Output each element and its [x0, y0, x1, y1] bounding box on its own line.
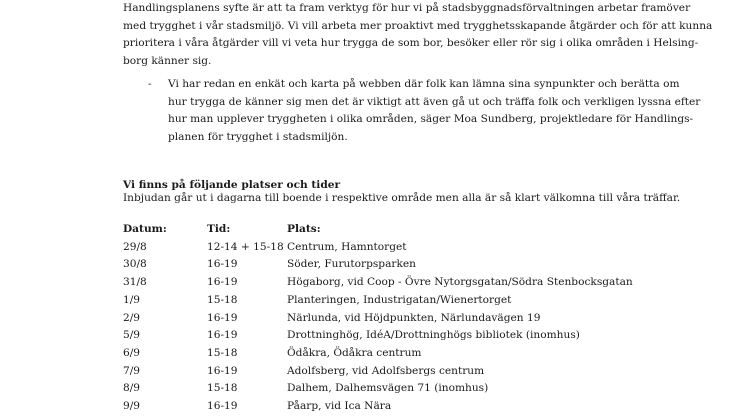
cell-place: Planteringen, Industrigatan/Wienertorget: [287, 293, 512, 306]
table-row: [123, 327, 647, 345]
cell-time: 16-19: [207, 364, 238, 377]
cell-time: 16-19: [207, 329, 238, 342]
quote-line: hur man upplever tryggheten i olika områden, säger Moa Sundberg, projektledare för Handlings-: [168, 113, 694, 126]
schedule-subheading: Inbjudan går ut i dagarna till boende i respektive område men alla är så klart välkomna till våra träffar.: [123, 192, 681, 204]
table-row: [123, 256, 647, 274]
cell-place: Drottninghög, IdéA/Drottninghögs bibliotek (inomhus): [287, 329, 580, 342]
table-row: [123, 398, 647, 416]
table-row: [123, 380, 647, 398]
cell-date: 31/8: [123, 276, 147, 289]
cell-place: Centrum, Hamntorget: [287, 240, 407, 253]
cell-date: 6/9: [123, 346, 141, 359]
cell-time: 15-18: [207, 382, 238, 395]
quote-paragraph: [168, 76, 701, 146]
cell-place: Adolfsberg, vid Adolfsbergs centrum: [287, 364, 485, 377]
cell-time: 16-19: [207, 276, 238, 289]
cell-date: 1/9: [123, 293, 141, 306]
cell-time: 15-18: [207, 293, 238, 306]
cell-date: 2/9: [123, 311, 141, 324]
table-row: [123, 239, 647, 257]
schedule-table: [123, 221, 647, 416]
schedule-header-row: [123, 221, 647, 239]
column-header-place: Plats:: [287, 223, 321, 235]
cell-place: Ödåkra, Ödåkra centrum: [287, 346, 422, 359]
cell-time: 15-18: [207, 346, 238, 359]
cell-place: Dalhem, Dalhemsvägen 71 (inomhus): [287, 382, 489, 395]
cell-date: 5/9: [123, 329, 141, 342]
column-header-date: Datum:: [123, 223, 167, 235]
intro-line: Handlingsplanens syfte är att ta fram verktyg för hur vi på stadsbyggnadsförvaltningen arbetar framöver: [123, 2, 691, 14]
cell-time: 16-19: [207, 311, 238, 324]
cell-date: 29/8: [123, 240, 147, 253]
intro-line: med trygghet i vår stadsmiljö. Vi vill arbeta mer proaktivt med trygghetsskapande åtgärder och för att kunna: [123, 19, 713, 32]
quote-bullet-dash: -: [148, 78, 152, 90]
table-row: [123, 292, 647, 310]
table-row: [123, 363, 647, 381]
schedule-heading: Vi finns på följande platser och tider: [123, 179, 341, 191]
cell-date: 7/9: [123, 364, 141, 377]
cell-date: 8/9: [123, 382, 141, 395]
cell-date: 9/9: [123, 400, 141, 413]
cell-place: Söder, Furutorpsparken: [287, 258, 416, 271]
cell-place: Närlunda, vid Höjdpunkten, Närlundavägen 19: [287, 311, 541, 324]
quote-line: hur trygga de känner sig men det är viktigt att även gå ut och träffa folk och verkligen lyssna efter: [168, 95, 701, 108]
table-row: [123, 310, 647, 328]
cell-time: 12-14 + 15-18: [207, 240, 284, 253]
table-row: [123, 274, 647, 292]
intro-line: prioritera i våra åtgärder vill vi veta hur trygga de som bor, besöker eller rör sig i olika områden i Helsing-: [123, 37, 699, 50]
cell-time: 16-19: [207, 258, 238, 271]
cell-place: Högaborg, vid Coop - Övre Nytorgsgatan/Södra Stenbocksgatan: [287, 276, 633, 289]
cell-place: Påarp, vid Ica Nära: [287, 400, 392, 413]
cell-date: 30/8: [123, 258, 147, 271]
intro-line: borg känner sig.: [123, 54, 212, 67]
column-header-time: Tid:: [207, 223, 231, 235]
quote-line: planen för trygghet i stadsmiljön.: [168, 130, 348, 143]
table-row: [123, 345, 647, 363]
quote-line: Vi har redan en enkät och karta på webben där folk kan lämna sina synpunkter och berätta om: [168, 78, 680, 90]
intro-paragraph: [123, 0, 713, 70]
cell-time: 16-19: [207, 400, 238, 413]
